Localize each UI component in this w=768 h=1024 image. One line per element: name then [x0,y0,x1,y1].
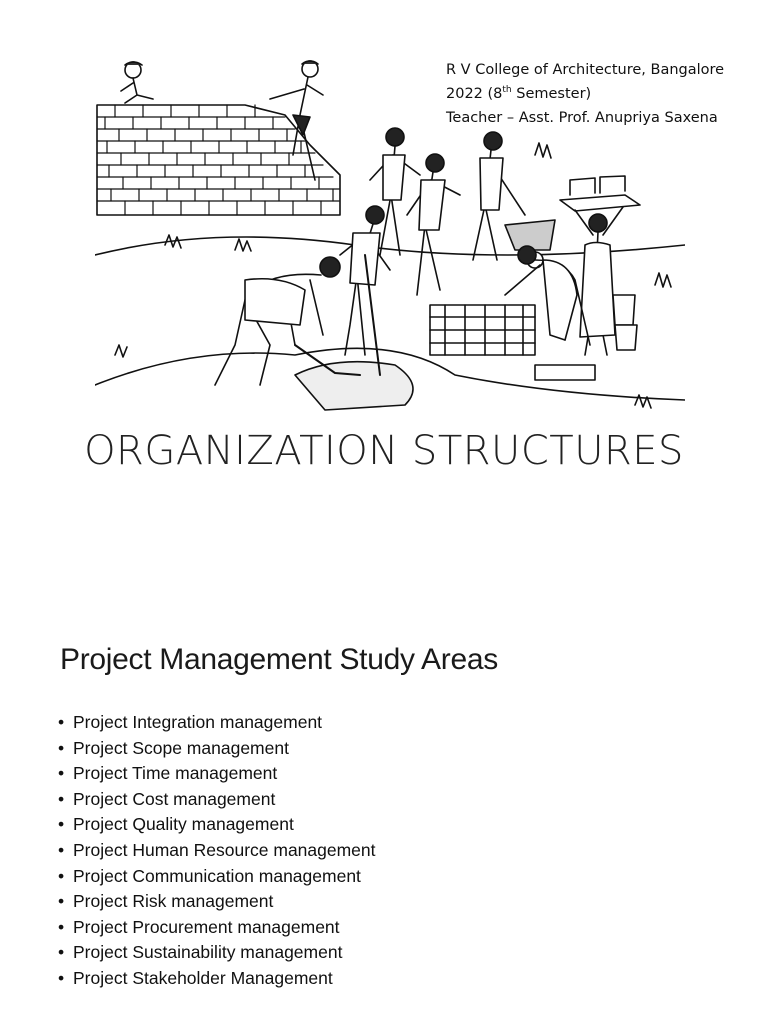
list-item [58,812,376,838]
list-item-label: Project Time management [73,763,278,784]
list-item-label: Project Cost management [73,788,276,809]
bullet-icon: • [58,891,65,912]
list-item [58,915,376,941]
bullet-icon: • [58,763,65,784]
section-heading: Project Management Study Areas [60,643,498,676]
list-item [58,787,376,813]
list-item [58,736,376,762]
list-item-label: Project Risk management [73,891,274,912]
list-item-label: Project Scope management [73,737,289,758]
slide-title: ORGANIZATION STRUCTURES [84,428,684,474]
year-semester: 2022 (8th Semester) [446,85,592,102]
teacher-name: Teacher – Asst. Prof. Anupriya Saxena [446,110,718,126]
bullet-icon: • [58,942,65,963]
bullet-icon: • [58,737,65,758]
list-item [58,889,376,915]
list-item-label: Project Quality management [73,814,294,835]
list-item-label: Project Sustainability management [73,942,343,963]
list-item [58,864,376,890]
list-item-label: Project Procurement management [73,916,340,937]
bullet-icon: • [58,814,65,835]
list-item-label: Project Communication management [73,865,361,886]
list-item [58,940,376,966]
list-item [58,838,376,864]
study-areas-list [58,710,376,992]
college-name: R V College of Architecture, Bangalore [446,62,725,78]
list-item-label: Project Integration management [73,712,323,732]
content-slide [0,510,768,1024]
list-item [58,761,376,787]
bullet-icon: • [58,839,65,860]
bullet-icon: • [58,712,65,732]
course-info [446,58,766,130]
bullet-icon: • [58,916,65,937]
list-item [58,710,376,736]
list-item-label: Project Stakeholder Management [73,967,333,988]
bullet-icon: • [58,788,65,809]
list-item-label: Project Human Resource management [73,839,376,860]
bullet-icon: • [58,967,65,988]
list-item [58,966,376,992]
title-slide [0,0,768,500]
bullet-icon: • [58,865,65,886]
